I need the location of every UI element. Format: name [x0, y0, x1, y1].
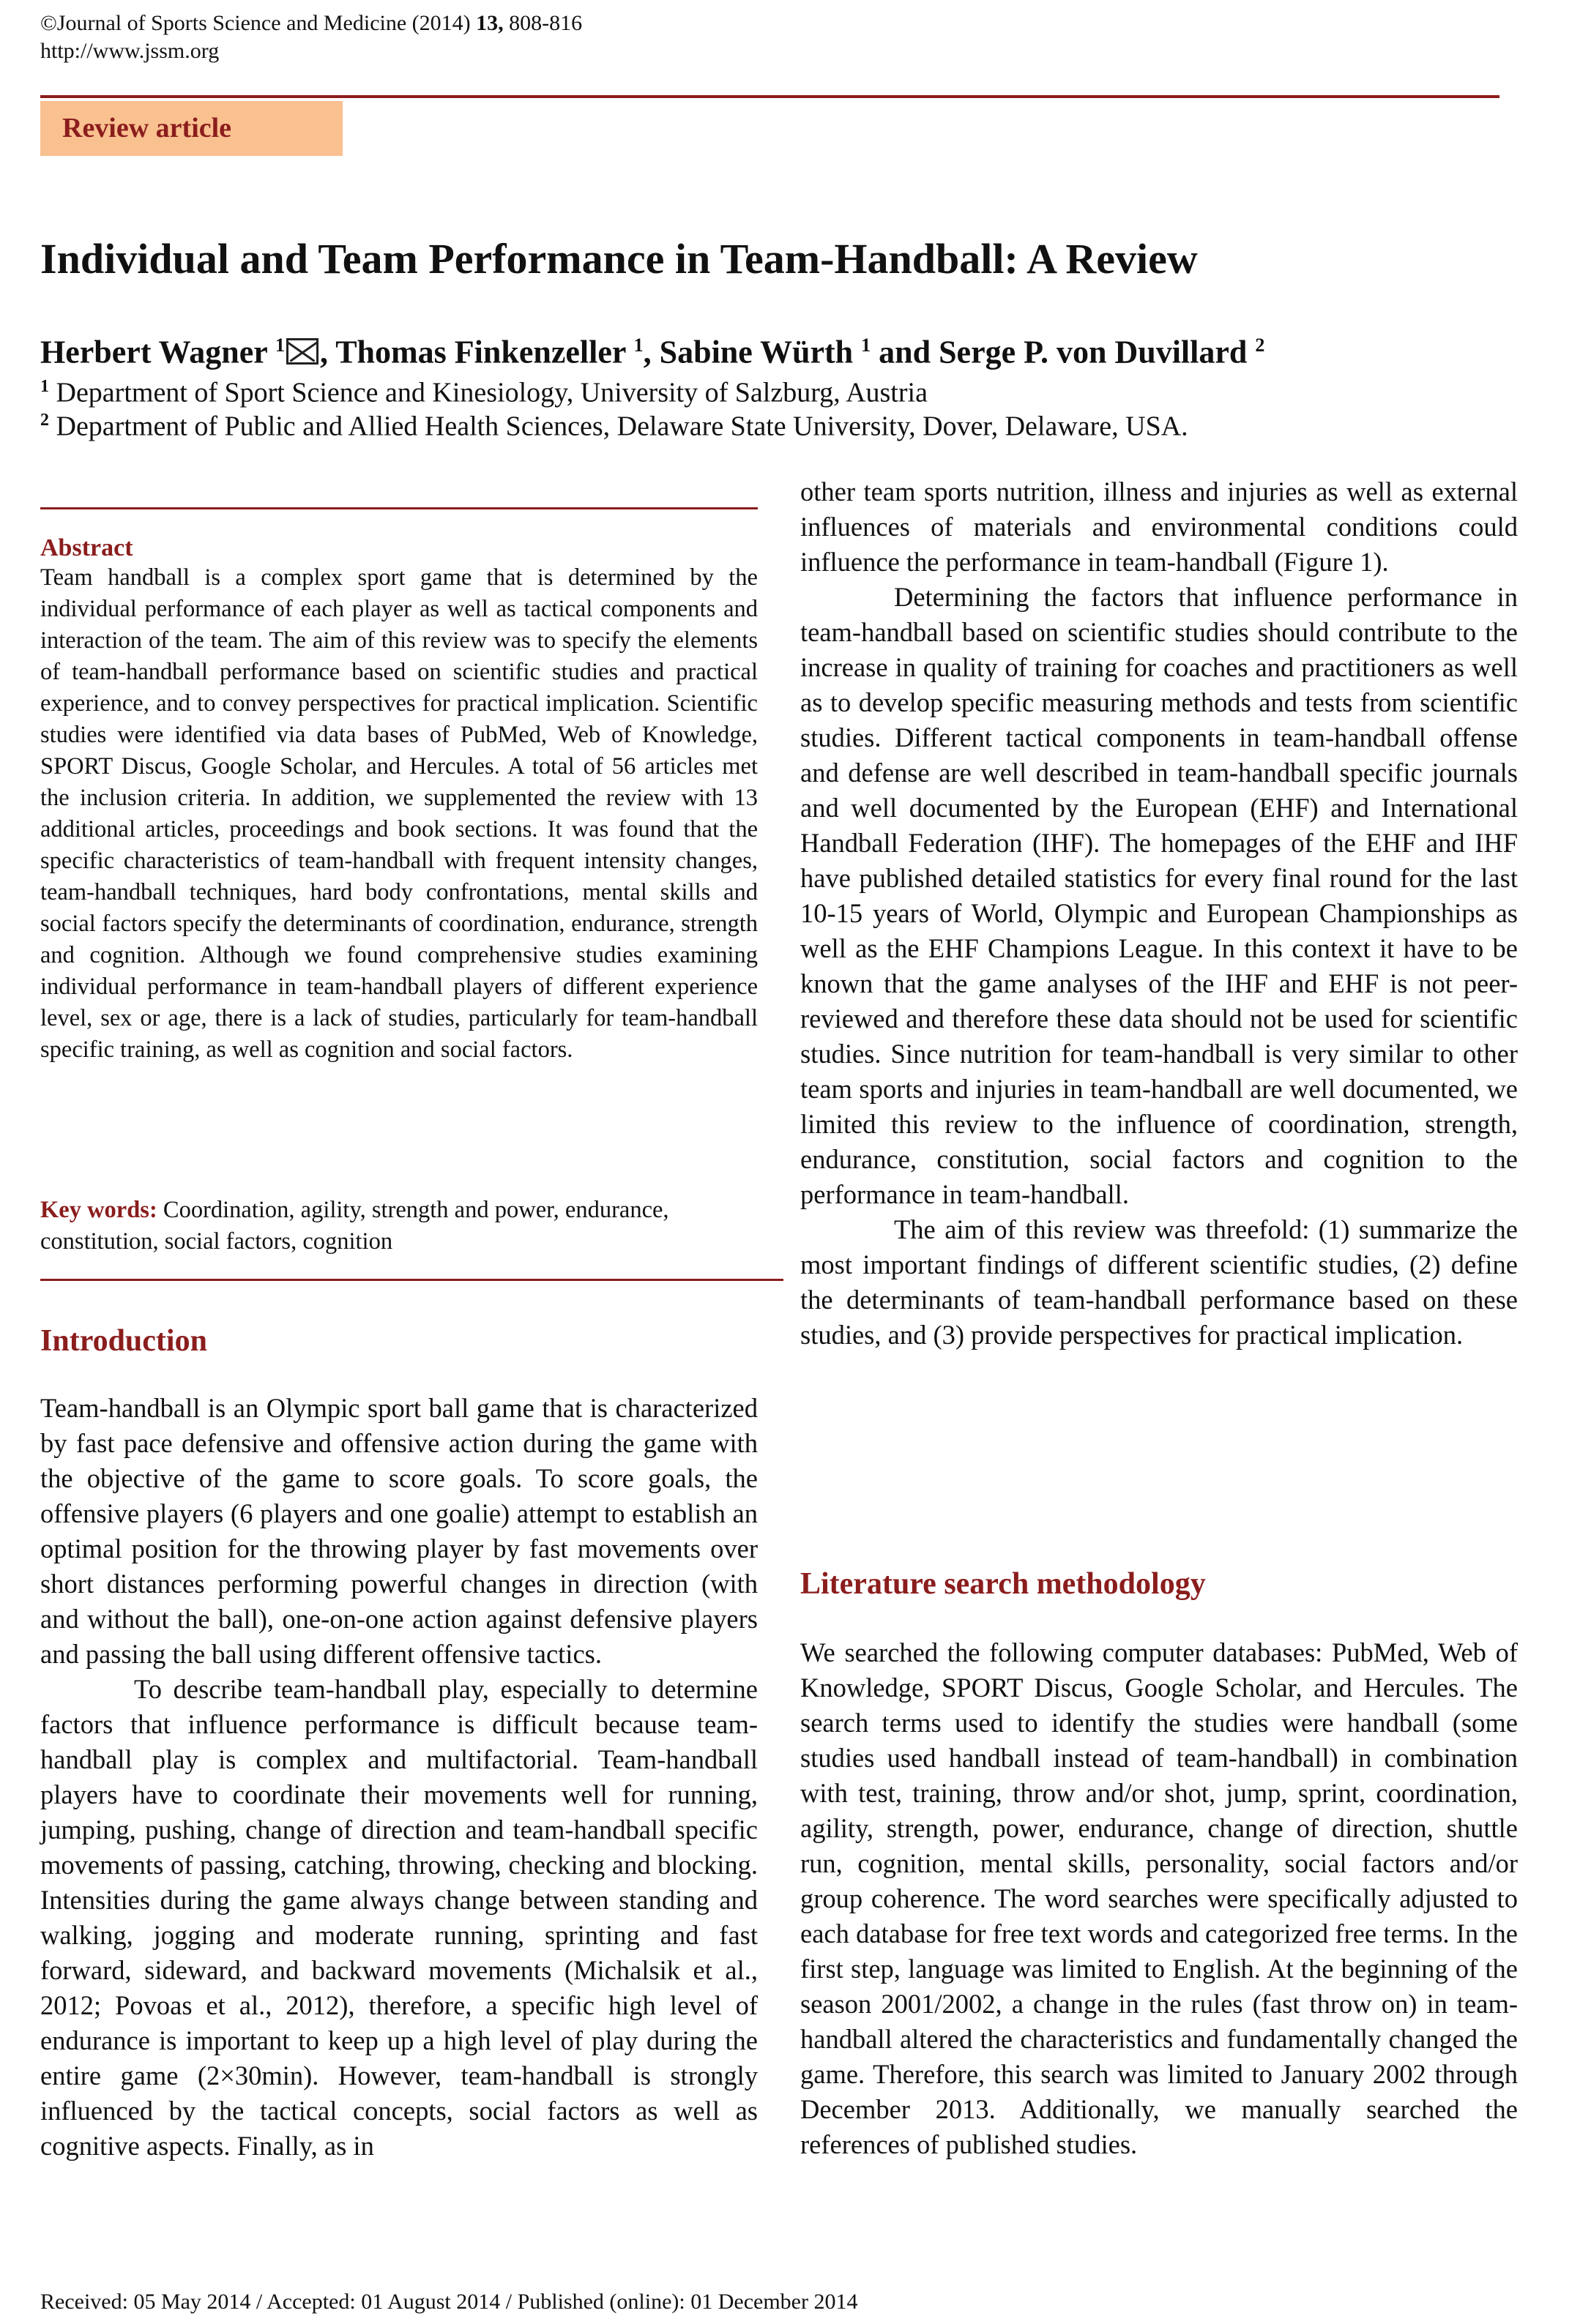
abstract-bottom-rule — [40, 1279, 783, 1281]
article-type-label: Review article — [62, 113, 232, 143]
paragraph: The aim of this review was threefold: (1) summarize the most important findings of different scientific studies, (2) define the determinants of team-handball performance based on these studies, and (3) provide perspectives for practical implication. — [800, 1214, 1518, 1350]
author-name: Sabine Würth — [659, 334, 854, 370]
paragraph: We searched the following computer databases: PubMed, Web of Knowledge, SPORT Discus, Google Scholar, and Hercules. The search terms used to identify the studies were handball (some studies used handball instead of team-handball) in combination with test, training, throw and/or shot, jump, sprint, coordination, agility, strength, power, endurance, change of direction, shuttle run, cognition, mental skills, personality, social factors and/or group coherence. The word searches were specifically adjusted to each database for free text words and categorized free terms. In the first step, language was limited to English. At the beginning of the season 2001/2002, a change in the rules (fast throw on) in team-handball altered the characteristics and fundamentally changed the game. Therefore, this search was limited to January 2002 through December 2013. Additionally, we manually searched the references of published studies. — [800, 1637, 1518, 2159]
introduction-body — [40, 1391, 758, 2164]
journal-name: ©Journal of Sports Science and Medicine (2014) — [40, 11, 477, 35]
affiliation-text: Department of Sport Science and Kinesiology, University of Salzburg, Austria — [56, 377, 928, 408]
author-affiliation-marker: 1 — [275, 335, 285, 356]
publication-dates: Received: 05 May 2014 / Accepted: 01 August 2014 / Published (online): 01 December 2014 — [40, 2290, 858, 2314]
paragraph: Team-handball is an Olympic sport ball game that is characterized by fast pace defensive and offensive action during the game with the objective of the game to score goals. To score goals, the offensive players (6 players and one goalie) attempt to establish an optimal position for the throwing player by fast movements over short distances performing powerful changes in direction (with and without the ball), one-on-one action against defensive players and passing the ball using different offensive tactics. — [40, 1393, 758, 1669]
author-separator: and — [871, 334, 939, 370]
author-name: Thomas Finkenzeller — [335, 334, 626, 370]
author-name: Serge P. von Duvillard — [939, 334, 1248, 370]
keywords-text: Coordination, agility, strength and power, endurance, constitution, social factors, cognition — [40, 1197, 669, 1255]
right-column-body — [800, 474, 1518, 1353]
literature-search-heading: Literature search methodology — [800, 1567, 1206, 1601]
affiliation-number: 1 — [40, 377, 49, 396]
author-affiliation-marker: 1 — [861, 335, 871, 356]
abstract-text: Team handball is a complex sport game that is determined by the individual performance of each player as well as tactical components and interaction of the team. The aim of this review was to specify the elements of team-handball performance based on scientific studies and practical experience, and to convey perspectives for practical implication. Scientific studies were identified via data bases of PubMed, Web of Knowledge, SPORT Discus, Google Scholar, and Hercules. A total of 56 articles met the inclusion criteria. In addition, we supplemented the review with 13 additional articles, proceedings and book sections. It was found that the specific characteristics of team-handball with frequent intensity changes, team-handball techniques, hard body confrontations, mental skills and social factors specify the determinants of coordination, endurance, strength and cognition. Although we found comprehensive studies examining individual performance in team-handball players of different experience level, sex or age, there is a lack of studies, particularly for team-handball specific training, as well as cognition and social factors. — [40, 564, 758, 1063]
keywords-label: Key words: — [40, 1197, 157, 1223]
author-separator: , — [319, 334, 336, 370]
journal-volume: 13, — [476, 11, 504, 35]
affiliation-2 — [40, 403, 1188, 444]
author-affiliation-marker: 1 — [633, 335, 644, 356]
header-rule — [40, 95, 1499, 98]
journal-reference — [40, 9, 582, 38]
affiliation-text: Department of Public and Allied Health Sciences, Delaware State University, Dover, Delaware, USA. — [56, 411, 1188, 442]
author-list — [40, 325, 1264, 373]
paragraph: other team sports nutrition, illness and injuries as well as external influences of materials and environmental conditions could influence the performance in team-handball (Figure 1). — [800, 477, 1518, 577]
paragraph: To describe team-handball play, especially to determine factors that influence performance is difficult because team-handball play is complex and multifactorial. Team-handball players have to coordinate their movements well for running, jumping, pushing, change of direction and team-handball specific movements of passing, catching, throwing, checking and blocking. Intensities during the game always change between standing and walking, jogging and moderate running, sprinting and fast forward, sideward, and backward movements (Michalsik et al., 2012; Povoas et al., 2012), therefore, a specific high level of endurance is important to keep up a high level of play during the entire game (2×30min). However, team-handball is strongly influenced by the tactical concepts, social factors as well as cognitive aspects. Finally, as in — [40, 1674, 758, 2161]
author-affiliation-marker: 2 — [1255, 335, 1265, 356]
article-type-badge — [40, 101, 343, 156]
journal-pages: 808-816 — [503, 11, 583, 35]
abstract-heading: Abstract — [40, 534, 133, 561]
author-separator: , — [643, 334, 660, 370]
paragraph: Determining the factors that influence performance in team-handball based on scientific studies should contribute to the increase in quality of training for coaches and practitioners as well as to develop specific measuring methods and tests from scientific studies. Different tactical components in team-handball offense and defense are well described in team-handball specific journals and well documented by the European (EHF) and International Handball Federation (IHF). The homepages of the EHF and IHF have published detailed statistics for every final round for the last 10-15 years of World, Olympic and European Championships as well as the EHF Champions League. In this context it have to be known that the game analyses of the IHF and EHF is not peer-reviewed and therefore these data should not be used for scientific studies. Since nutrition for team-handball is very similar to other team sports and injuries in team-handball are well documented, we limited this review to the influence of coordination, strength, endurance, constitution, social factors and cognition to the performance in team-handball. — [800, 582, 1518, 1209]
email-envelope-icon[interactable] — [286, 338, 318, 365]
author-name: Herbert Wagner — [40, 334, 267, 370]
article-title: Individual and Team Performance in Team-Handball: A Review — [40, 235, 1198, 283]
abstract-top-rule — [40, 507, 758, 509]
affiliation-number: 2 — [40, 411, 49, 430]
introduction-heading: Introduction — [40, 1324, 207, 1358]
journal-url[interactable]: http://www.jssm.org — [40, 39, 220, 63]
literature-search-body — [800, 1635, 1518, 2162]
keywords — [40, 1195, 783, 1258]
